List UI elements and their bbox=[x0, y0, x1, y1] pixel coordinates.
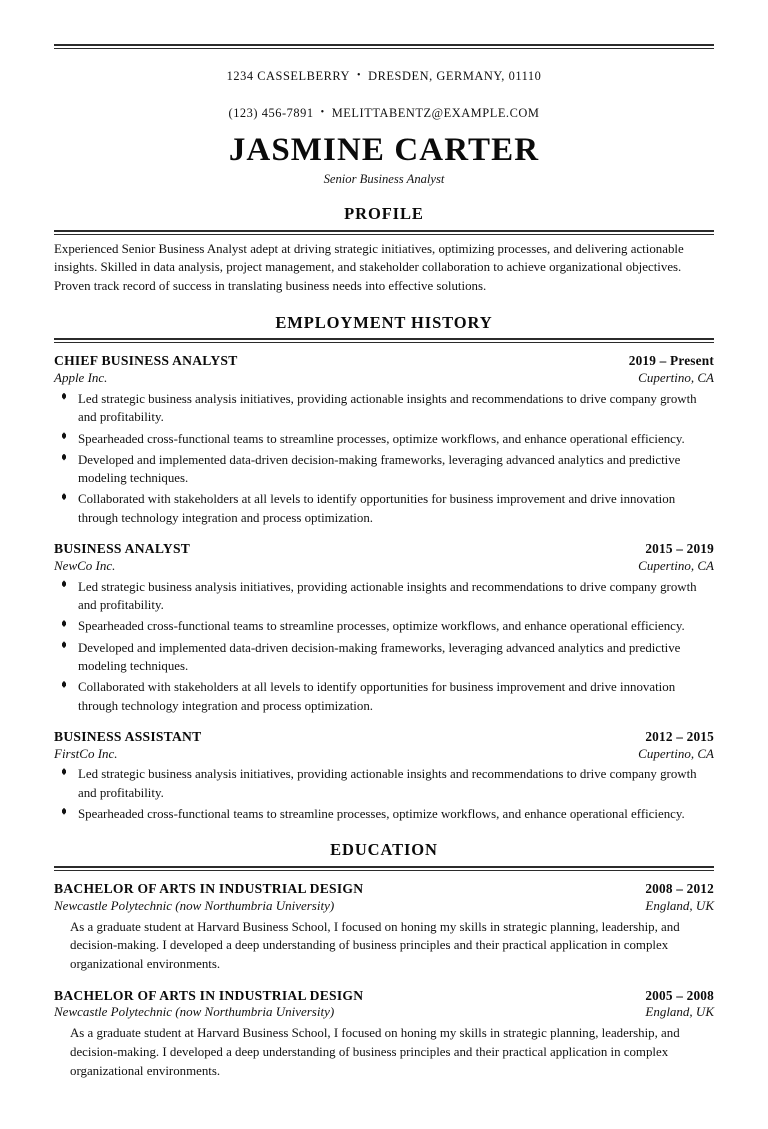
resume-header bbox=[54, 67, 714, 187]
employment-job-title: BUSINESS ANALYST bbox=[54, 541, 191, 557]
employment-bullet-list bbox=[54, 765, 714, 823]
education-degree: BACHELOR OF ARTS IN INDUSTRIAL DESIGN bbox=[54, 987, 364, 1003]
employment-bullet-item bbox=[54, 678, 714, 715]
employment-bullet-item bbox=[54, 765, 714, 802]
candidate-name: JASMINE CARTER bbox=[228, 131, 540, 168]
education-location: England, UK bbox=[645, 1004, 714, 1020]
section-profile bbox=[54, 204, 714, 296]
employment-bullet-item bbox=[54, 490, 714, 527]
employment-bullet-item bbox=[54, 451, 714, 488]
employment-bullet-text: Spearheaded cross-functional teams to streamline processes, optimize workflows, and enhance operational efficiency. bbox=[78, 807, 685, 822]
employment-job-title: BUSINESS ASSISTANT bbox=[54, 728, 202, 744]
page-top-rule bbox=[54, 44, 714, 49]
employment-bullet-item bbox=[54, 390, 714, 427]
employment-bullet-text: Developed and implemented data-driven decision-making frameworks, leveraging advanced analytics and predictive modeling techniques. bbox=[78, 640, 681, 673]
employment-job-title: CHIEF BUSINESS ANALYST bbox=[54, 353, 238, 369]
employment-entry-list bbox=[54, 352, 714, 823]
bullet-separator-icon: • bbox=[357, 70, 362, 81]
employment-bullet-list bbox=[54, 578, 714, 715]
employment-entry bbox=[54, 540, 714, 715]
section-title-profile: PROFILE bbox=[344, 204, 424, 223]
employment-location: Cupertino, CA bbox=[638, 745, 714, 761]
employment-bullet-item bbox=[54, 639, 714, 676]
contact-line-phone-email bbox=[54, 104, 714, 123]
section-rule-education bbox=[54, 866, 714, 871]
contact-city: DRESDEN, GERMANY, 01110 bbox=[368, 69, 542, 83]
employment-bullet-item bbox=[54, 617, 714, 635]
section-employment bbox=[54, 313, 714, 824]
diamond-bullet-icon bbox=[62, 493, 66, 500]
education-location: England, UK bbox=[645, 897, 714, 913]
section-rule-profile bbox=[54, 230, 714, 235]
diamond-bullet-icon bbox=[62, 808, 66, 815]
contact-address: 1234 CASSELBERRY bbox=[226, 69, 351, 83]
diamond-bullet-icon bbox=[62, 454, 66, 461]
diamond-bullet-icon bbox=[62, 641, 66, 648]
education-institution: Newcastle Polytechnic (now Northumbria University) bbox=[54, 897, 335, 913]
education-institution: Newcastle Polytechnic (now Northumbria University) bbox=[54, 1004, 335, 1020]
section-education bbox=[54, 840, 714, 1080]
entry-org-row bbox=[54, 1004, 714, 1021]
section-title-education: EDUCATION bbox=[330, 840, 438, 860]
diamond-bullet-icon bbox=[62, 620, 66, 627]
contact-line-address bbox=[54, 67, 714, 86]
employment-dates: 2019 – Present bbox=[628, 353, 714, 369]
employment-bullet-text: Collaborated with stakeholders at all levels to identify opportunities for business improvement and drive innovation through technology integration and process optimization. bbox=[78, 680, 676, 713]
entry-title-row bbox=[54, 987, 714, 1005]
diamond-bullet-icon bbox=[62, 681, 66, 688]
entry-org-row bbox=[54, 746, 714, 763]
employment-dates: 2012 – 2015 bbox=[645, 728, 714, 744]
employment-bullet-text: Spearheaded cross-functional teams to streamline processes, optimize workflows, and enhance operational efficiency. bbox=[78, 431, 685, 446]
employment-bullet-text: Developed and implemented data-driven decision-making frameworks, leveraging advanced analytics and predictive modeling techniques. bbox=[78, 452, 681, 486]
employment-location: Cupertino, CA bbox=[638, 370, 714, 385]
entry-org-row bbox=[54, 898, 714, 915]
employment-entry bbox=[54, 352, 714, 527]
diamond-bullet-icon bbox=[62, 768, 66, 775]
candidate-job-title: Senior Business Analyst bbox=[323, 171, 445, 186]
profile-text: Experienced Senior Business Analyst adept at driving strategic initiatives, optimizing processes, and delivering actionable insights. Skilled in data analysis, project management, and stakeholder collaboration to achieve organizational objectives. Proven track record of success in translating business needs into effective solutions. bbox=[54, 241, 684, 293]
employment-bullet-text: Spearheaded cross-functional teams to streamline processes, optimize workflows, and enhance operational efficiency. bbox=[78, 619, 685, 634]
entry-title-row bbox=[54, 540, 714, 558]
diamond-bullet-icon bbox=[62, 432, 66, 439]
employment-bullet-text: Led strategic business analysis initiatives, providing actionable insights and recommendations to drive company growth and profitability. bbox=[78, 767, 697, 800]
employment-bullet-text: Collaborated with stakeholders at all levels to identify opportunities for business improvement and drive innovation through technology integration and process optimization. bbox=[78, 492, 676, 525]
education-entry bbox=[54, 880, 714, 974]
education-description: As a graduate student at Harvard Business School, I focused on honing my skills in strategic planning, leadership, and decision-making. I developed a deep understanding of business principles and their practical application in complex organizational environments. bbox=[70, 919, 680, 972]
employment-bullet-text: Led strategic business analysis initiatives, providing actionable insights and recommendations to drive company growth and profitability. bbox=[78, 579, 697, 612]
employment-bullet-item bbox=[54, 430, 714, 448]
education-entry-list bbox=[54, 880, 714, 1080]
contact-email: MELITTABENTZ@EXAMPLE.COM bbox=[331, 105, 540, 120]
education-dates: 2005 – 2008 bbox=[645, 987, 714, 1003]
diamond-bullet-icon bbox=[62, 580, 66, 587]
education-degree: BACHELOR OF ARTS IN INDUSTRIAL DESIGN bbox=[54, 881, 364, 897]
resume-page bbox=[0, 44, 768, 1129]
education-entry bbox=[54, 987, 714, 1081]
employment-location: Cupertino, CA bbox=[638, 557, 714, 573]
employment-bullet-list bbox=[54, 390, 714, 527]
entry-title-row bbox=[54, 880, 714, 898]
employment-company: NewCo Inc. bbox=[54, 557, 116, 573]
entry-title-row bbox=[54, 728, 714, 746]
contact-phone: (123) 456-7891 bbox=[228, 105, 314, 120]
bullet-separator-icon: • bbox=[320, 106, 325, 118]
section-title-employment: EMPLOYMENT HISTORY bbox=[275, 312, 493, 332]
employment-bullet-item bbox=[54, 805, 714, 823]
employment-bullet-item bbox=[54, 578, 714, 615]
entry-org-row bbox=[54, 558, 714, 575]
section-rule-employment bbox=[54, 338, 714, 343]
entry-title-row bbox=[54, 352, 714, 370]
employment-dates: 2015 – 2019 bbox=[645, 541, 714, 557]
diamond-bullet-icon bbox=[62, 393, 66, 400]
education-description: As a graduate student at Harvard Business School, I focused on honing my skills in strategic planning, leadership, and decision-making. I developed a deep understanding of business principles and their practical application in complex organizational environments. bbox=[70, 1026, 680, 1078]
entry-org-row bbox=[54, 370, 714, 387]
education-dates: 2008 – 2012 bbox=[645, 881, 714, 897]
employment-company: Apple Inc. bbox=[54, 370, 108, 385]
employment-entry bbox=[54, 728, 714, 824]
employment-company: FirstCo Inc. bbox=[54, 745, 118, 761]
employment-bullet-text: Led strategic business analysis initiatives, providing actionable insights and recommendations to drive company growth and profitability. bbox=[78, 391, 697, 425]
